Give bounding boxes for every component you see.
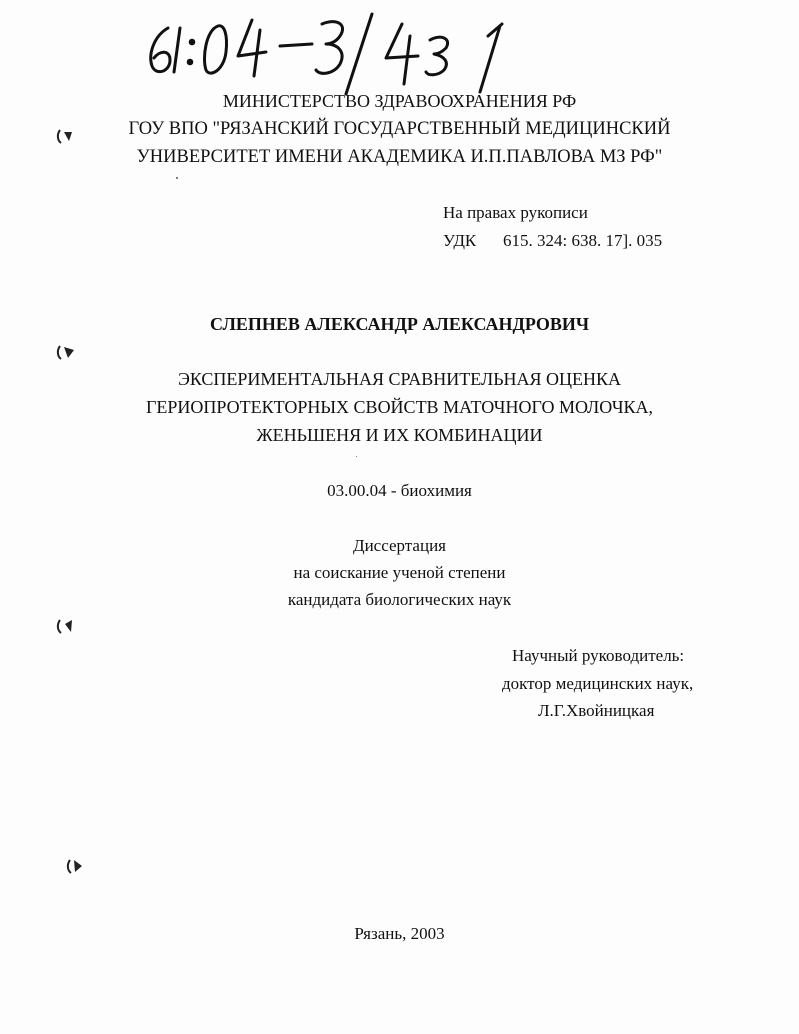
udk-value: 615. 324: 638. 17]. 035 bbox=[503, 231, 663, 250]
city-year: Рязань, 2003 bbox=[354, 924, 445, 943]
author-name: СЛЕПНЕВ АЛЕКСАНДР АЛЕКСАНДРОВИЧ bbox=[209, 314, 590, 334]
binding-hole-mark bbox=[56, 342, 78, 362]
thesis-title-line-1: ЭКСПЕРИМЕНТАЛЬНАЯ СРАВНИТЕЛЬНАЯ ОЦЕНКА bbox=[177, 369, 622, 389]
ministry-line: МИНИСТЕРСТВО ЗДРАВООХРАНЕНИЯ РФ bbox=[222, 91, 577, 111]
binding-hole-mark bbox=[66, 856, 88, 876]
degree-line-1: Диссертация bbox=[352, 536, 446, 555]
specialty: 03.00.04 - биохимия bbox=[327, 481, 472, 500]
scan-speck bbox=[356, 456, 357, 457]
degree-line-3: кандидата биологических наук bbox=[287, 590, 512, 609]
degree-line-2: на соискание ученой степени bbox=[293, 563, 506, 582]
university-line-1: ГОУ ВПО "РЯЗАНСКИЙ ГОСУДАРСТВЕННЫЙ МЕДИЦИНСКИЙ bbox=[128, 119, 671, 139]
supervisor-label: Научный руководитель: bbox=[512, 646, 685, 665]
handwritten-catalog-number bbox=[140, 6, 520, 98]
thesis-title-line-2: ГЕРИОПРОТЕКТОРНЫХ СВОЙСТВ МАТОЧНОГО МОЛОЧКА, bbox=[145, 397, 654, 417]
manuscript-rights: На правах рукописи bbox=[443, 203, 588, 222]
scan-speck bbox=[176, 177, 178, 179]
binding-hole-mark bbox=[56, 616, 78, 636]
supervisor-name: Л.Г.Хвойницкая bbox=[538, 701, 655, 720]
udk-label: УДК bbox=[443, 231, 477, 250]
university-line-2: УНИВЕРСИТЕТ ИМЕНИ АКАДЕМИКА И.П.ПАВЛОВА МЗ РФ" bbox=[136, 147, 663, 167]
supervisor-title: доктор медицинских наук, bbox=[502, 674, 694, 693]
thesis-title-line-3: ЖЕНЬШЕНЯ И ИХ КОМБИНАЦИИ bbox=[256, 425, 543, 445]
